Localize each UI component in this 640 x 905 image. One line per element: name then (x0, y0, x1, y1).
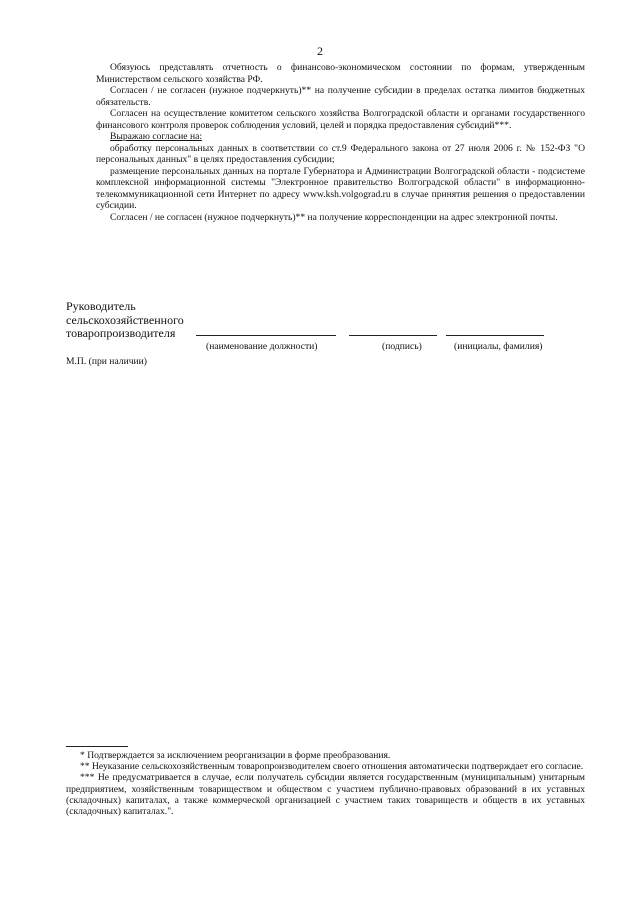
footnote-separator (66, 746, 128, 747)
signatory-title-line: товаропроизводителя (66, 326, 176, 340)
footnote-2: ** Неуказание сельскохозяйственным товаропроизводителем своего отношения автоматически подтверждает его согласие. (80, 761, 584, 773)
agreement-heading: Выражаю согласие на: (110, 131, 203, 142)
signature-line (349, 335, 437, 336)
paragraph-consent-limits: Согласен / не согласен (нужное подчеркнуть)** на получение субсидии в пределах остатка лимитов бюджетных обязательств. (96, 85, 585, 108)
paragraph-reporting: Обязуюсь представлять отчетность о финансово-экономическом состоянии по формам, утвержденным Министерством сельского хозяйства РФ. (96, 62, 585, 85)
caption-signature: (подпись) (382, 341, 422, 352)
page-number: 2 (317, 44, 323, 58)
signatory-title-line: Руководитель (66, 299, 136, 313)
caption-name: (инициалы, фамилия) (454, 341, 543, 352)
signatory-title-line: сельскохозяйственного (66, 312, 184, 327)
paragraph-agreement-heading (96, 131, 585, 143)
body-text (96, 62, 585, 223)
signature-lines (66, 335, 586, 355)
paragraph-data-processing: обработку персональных данных в соответствии со ст.9 Федерального закона от 27 июля 2006 г. № 152-ФЗ "О персональных данных" в целях предоставления субсидии; (96, 142, 585, 165)
footnotes (66, 750, 585, 817)
paragraph-consent-email: Согласен / не согласен (нужное подчеркнуть)** на получение корреспонденции на адрес электронной почты. (110, 211, 558, 223)
footnote-3: *** Не предусматривается в случае, если получатель субсидии является государственным (муниципальным) унитарным предприятием, хозяйственным товариществом и обществом с участием публично-правовых образований в их уставных (складочных) капиталах, а также коммерческой организацией с участием таких товариществ и обществ в их уставных (складочных) капиталах.". (66, 772, 585, 818)
footnote-1: * Подтверждается за исключением реорганизации в форме преобразования. (80, 750, 391, 761)
paragraph-data-publication: размещение персональных данных на портале Губернатора и Администрации Волгоградской области - подсистеме комплексной информационной системы "Электронное правительство Волгоградской области" в информационно-телекоммуникационной сети Интернет по адресу www.ksh.volgograd.ru в случае принятия решения о предоставлении субсидии. (96, 165, 585, 211)
caption-position: (наименование должности) (206, 341, 318, 352)
paragraph-consent-inspection: Согласен на осуществление комитетом сельского хозяйства Волгоградской области и органами государственного финансового контроля проверок соблюдения условий, целей и порядка предоставления субсидий***. (96, 108, 585, 131)
name-line (446, 335, 544, 336)
position-line (196, 335, 336, 336)
stamp-note: М.П. (при наличии) (66, 356, 147, 367)
